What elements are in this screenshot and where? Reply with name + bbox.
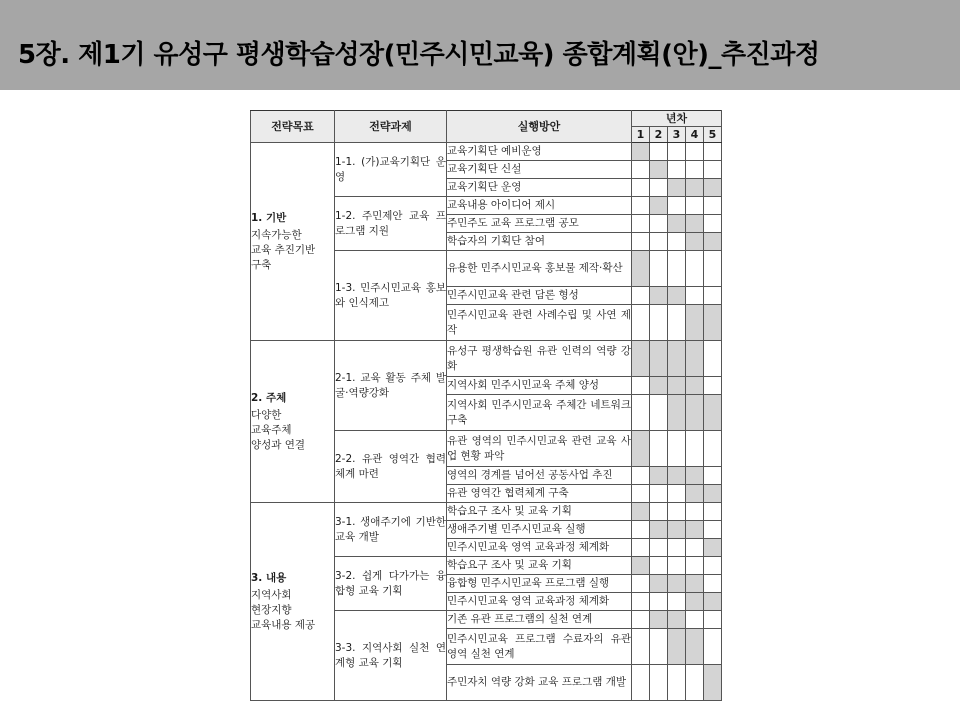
header-action: 실행방안 [447,111,632,143]
year-cell [650,485,668,503]
year-cell [668,485,686,503]
year-cell [632,557,650,575]
year-cell [632,629,650,665]
year-cell [668,629,686,665]
year-cell [650,143,668,161]
year-cell [650,377,668,395]
action-cell: 민주시민교육 관련 사례수립 및 사연 제작 [447,305,632,341]
year-cell [632,503,650,521]
action-cell: 주민주도 교육 프로그램 공모 [447,215,632,233]
strategy-table [250,110,722,701]
year-cell [668,503,686,521]
year-cell [650,665,668,701]
year-cell [704,539,722,557]
year-cell [704,143,722,161]
year-cell [632,305,650,341]
header-year-number: 1 [632,127,650,143]
year-cell [686,593,704,611]
year-cell [632,251,650,287]
header-year-number: 2 [650,127,668,143]
action-cell: 학습자의 기획단 참여 [447,233,632,251]
year-cell [650,287,668,305]
year-cell [650,179,668,197]
year-cell [668,197,686,215]
year-cell [632,179,650,197]
action-cell: 학습요구 조사 및 교육 기획 [447,503,632,521]
year-cell [668,251,686,287]
goal-description: 다양한 교육주체 양성과 연결 [251,408,306,451]
year-cell [686,341,704,377]
year-cell [632,575,650,593]
year-cell [704,593,722,611]
year-cell [650,305,668,341]
year-cell [686,521,704,539]
year-cell [632,665,650,701]
goal-description: 지속가능한 교육 추진기반 구축 [251,228,316,271]
year-cell [632,341,650,377]
table-row [251,503,722,521]
year-cell [704,485,722,503]
year-cell [704,629,722,665]
page-title: 5장. 제1기 유성구 평생학습성장(민주시민교육) 종합계획(안)_추진과정 [18,40,820,70]
action-cell: 주민자치 역량 강화 교육 프로그램 개발 [447,665,632,701]
year-cell [632,611,650,629]
year-cell [632,377,650,395]
year-cell [668,521,686,539]
goal-cell [251,503,335,701]
task-cell: 2-1. 교육 활동 주체 발굴·역량강화 [335,341,447,431]
action-cell: 교육내용 아이디어 제시 [447,197,632,215]
goal-title: 1. 기반 [251,211,287,224]
year-cell [650,431,668,467]
year-cell [686,305,704,341]
year-cell [704,215,722,233]
year-cell [650,233,668,251]
year-cell [632,161,650,179]
header-task: 전략과제 [335,111,447,143]
year-cell [686,431,704,467]
year-cell [668,143,686,161]
year-cell [650,161,668,179]
year-cell [704,557,722,575]
year-cell [704,251,722,287]
year-cell [704,377,722,395]
year-cell [704,575,722,593]
action-cell: 유관 영역간 협력체계 구축 [447,485,632,503]
action-cell: 민주시민교육 영역 교육과정 체계화 [447,539,632,557]
title-bar [0,0,960,90]
action-cell: 기존 유관 프로그램의 실천 연계 [447,611,632,629]
year-cell [704,467,722,485]
table-row [251,143,722,161]
goal-title: 2. 주체 [251,391,287,404]
year-cell [668,305,686,341]
action-cell: 민주시민교육 관련 담론 형성 [447,287,632,305]
year-cell [668,575,686,593]
table-row [251,341,722,377]
year-cell [650,629,668,665]
goal-description: 지역사회 현장지향 교육내용 제공 [251,588,316,631]
year-cell [686,197,704,215]
year-cell [686,575,704,593]
year-cell [704,503,722,521]
goal-cell [251,341,335,503]
year-cell [650,215,668,233]
year-cell [668,431,686,467]
action-cell: 융합형 민주시민교육 프로그램 실행 [447,575,632,593]
year-cell [686,557,704,575]
task-cell: 1-1. (가)교육기획단 운영 [335,143,447,197]
year-cell [668,179,686,197]
year-cell [650,251,668,287]
year-cell [632,233,650,251]
year-cell [668,593,686,611]
task-cell: 3-2. 쉽게 다가가는 융합형 교육 기획 [335,557,447,611]
action-cell: 민주시민교육 프로그램 수료자의 유관 영역 실천 연계 [447,629,632,665]
action-cell: 민주시민교육 영역 교육과정 체계화 [447,593,632,611]
year-cell [668,395,686,431]
year-cell [704,287,722,305]
header-year-number: 4 [686,127,704,143]
year-cell [668,341,686,377]
year-cell [650,557,668,575]
year-cell [686,215,704,233]
action-cell: 영역의 경계를 넘어선 공동사업 추진 [447,467,632,485]
year-cell [632,143,650,161]
year-cell [668,233,686,251]
year-cell [632,431,650,467]
year-cell [686,539,704,557]
year-cell [668,467,686,485]
year-cell [686,161,704,179]
action-cell: 유용한 민주시민교육 홍보물 제작·확산 [447,251,632,287]
year-cell [704,395,722,431]
year-cell [632,287,650,305]
year-cell [632,215,650,233]
year-cell [632,467,650,485]
year-cell [668,215,686,233]
header-year-number: 5 [704,127,722,143]
task-cell: 1-2. 주민제안 교육 프로그램 지원 [335,197,447,251]
year-cell [632,197,650,215]
year-cell [704,611,722,629]
year-cell [632,521,650,539]
year-cell [686,665,704,701]
year-cell [686,467,704,485]
task-cell: 2-2. 유관 영역간 협력체계 마련 [335,431,447,503]
task-cell: 3-1. 생애주기에 기반한 교육 개발 [335,503,447,557]
action-cell: 유성구 평생학습원 유관 인력의 역량 강화 [447,341,632,377]
goal-cell [251,143,335,341]
year-cell [668,665,686,701]
year-cell [704,161,722,179]
year-cell [668,377,686,395]
year-cell [668,161,686,179]
header-years: 년차 [632,111,722,127]
year-cell [632,539,650,557]
year-cell [704,521,722,539]
year-cell [704,431,722,467]
year-cell [686,485,704,503]
year-cell [650,575,668,593]
year-cell [686,287,704,305]
header-goal: 전략목표 [251,111,335,143]
year-cell [668,539,686,557]
year-cell [686,611,704,629]
year-cell [650,521,668,539]
year-cell [704,179,722,197]
year-cell [686,143,704,161]
task-cell: 1-3. 민주시민교육 홍보와 인식제고 [335,251,447,341]
year-cell [704,197,722,215]
year-cell [668,287,686,305]
year-cell [632,395,650,431]
task-cell: 3-3. 지역사회 실천 연계형 교육 기획 [335,611,447,701]
action-cell: 지역사회 민주시민교육 주체간 네트워크 구축 [447,395,632,431]
year-cell [650,593,668,611]
year-cell [650,341,668,377]
year-cell [668,557,686,575]
year-cell [704,233,722,251]
year-cell [686,179,704,197]
header-year-number: 3 [668,127,686,143]
year-cell [650,539,668,557]
action-cell: 학습요구 조사 및 교육 기획 [447,557,632,575]
year-cell [650,467,668,485]
action-cell: 유관 영역의 민주시민교육 관련 교육 사업 현황 파악 [447,431,632,467]
year-cell [704,305,722,341]
action-cell: 교육기획단 예비운영 [447,143,632,161]
year-cell [686,251,704,287]
year-cell [632,485,650,503]
year-cell [650,503,668,521]
year-cell [686,377,704,395]
year-cell [686,629,704,665]
year-cell [650,611,668,629]
year-cell [686,395,704,431]
year-cell [632,593,650,611]
year-cell [704,665,722,701]
year-cell [650,197,668,215]
action-cell: 교육기획단 신설 [447,161,632,179]
year-cell [686,503,704,521]
year-cell [668,611,686,629]
year-cell [704,341,722,377]
table-body [251,143,722,701]
action-cell: 교육기획단 운영 [447,179,632,197]
goal-title: 3. 내용 [251,571,287,584]
action-cell: 지역사회 민주시민교육 주체 양성 [447,377,632,395]
year-cell [650,395,668,431]
year-cell [686,233,704,251]
action-cell: 생애주기별 민주시민교육 실행 [447,521,632,539]
